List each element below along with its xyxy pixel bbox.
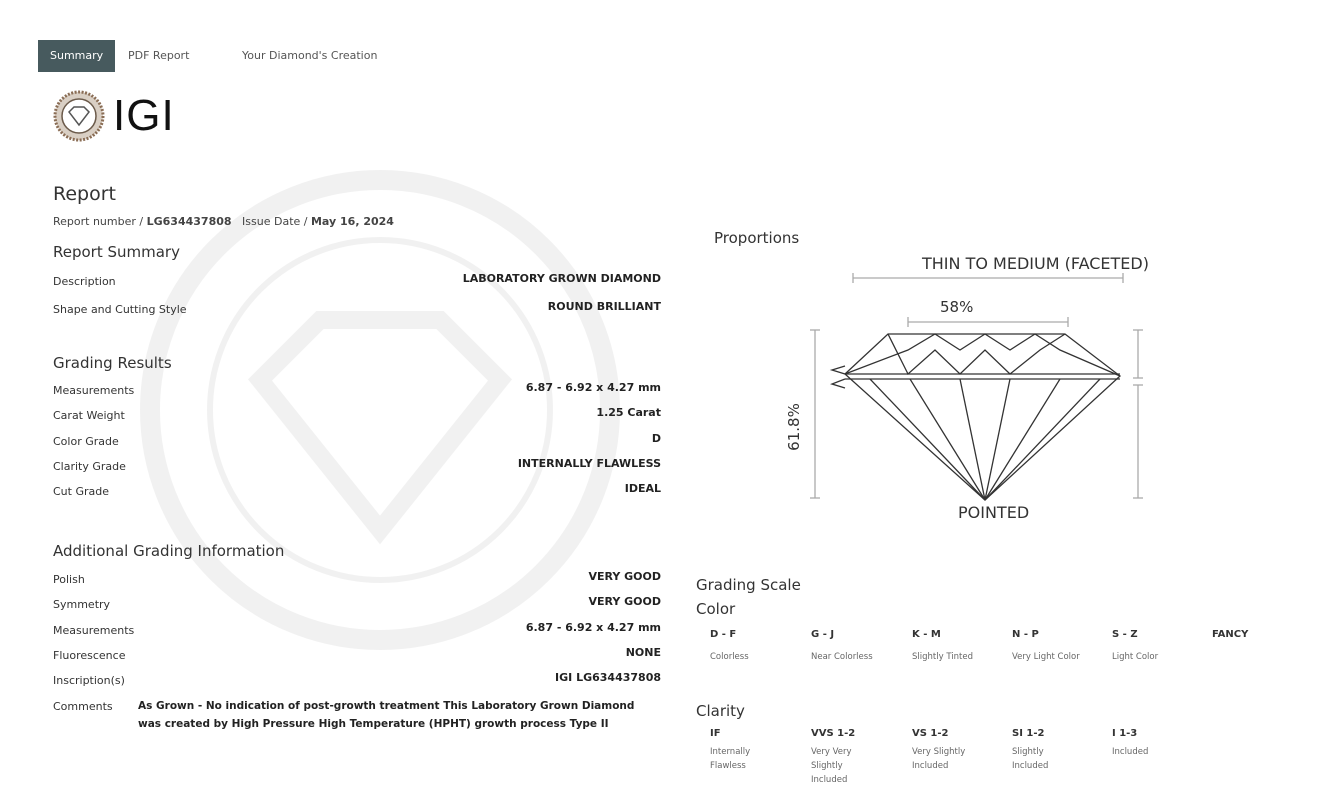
row-value: VERY GOOD: [588, 595, 661, 608]
clarity-desc: Very Slightly Included: [912, 747, 966, 771]
color-desc: Light Color: [1112, 652, 1159, 662]
color-code: G - J: [811, 629, 835, 640]
color-scale-title: Color: [696, 600, 736, 618]
row-label: Clarity Grade: [53, 460, 126, 473]
color-code: S - Z: [1112, 629, 1138, 640]
report-summary-title: Report Summary: [53, 243, 180, 261]
row-value: 1.25 Carat: [596, 406, 661, 419]
grading-results-title: Grading Results: [53, 354, 172, 372]
igi-watermark: [140, 150, 620, 670]
depth-percent: 61.8%: [784, 403, 803, 451]
row-label: Inscription(s): [53, 674, 125, 687]
row-label: Cut Grade: [53, 485, 109, 498]
color-desc: Colorless: [710, 652, 749, 662]
row-label: Measurements: [53, 384, 135, 397]
logo-text: IGI: [113, 91, 175, 140]
clarity-scale-title: Clarity: [696, 702, 745, 720]
row-label: Color Grade: [53, 435, 119, 448]
row-label: Symmetry: [53, 598, 111, 611]
row-value: NONE: [625, 646, 661, 659]
additional-info-title: Additional Grading Information: [53, 542, 285, 560]
clarity-code: IF: [710, 728, 721, 739]
clarity-desc: Included: [1112, 747, 1149, 757]
row-label: Measurements: [53, 624, 135, 637]
row-value: IGI LG634437808: [555, 671, 661, 684]
report-meta: [53, 215, 394, 228]
row-value: ROUND BRILLIANT: [547, 300, 661, 313]
row-label: Carat Weight: [53, 409, 125, 422]
girdle-label: THIN TO MEDIUM (FACETED): [922, 254, 1149, 273]
row-value: 6.87 - 6.92 x 4.27 mm: [525, 381, 661, 394]
clarity-desc: Very Very Slightly Included: [811, 747, 852, 785]
grading-scale-title: Grading Scale: [696, 576, 801, 594]
igi-seal-icon: [53, 90, 105, 142]
color-code: D - F: [710, 629, 737, 640]
clarity-code: VVS 1-2: [811, 728, 856, 739]
tab-summary[interactable]: Summary: [38, 40, 115, 72]
issue-date-label: Issue Date /: [242, 215, 308, 228]
clarity-code: SI 1-2: [1012, 728, 1045, 739]
color-desc: Slightly Tinted: [912, 652, 973, 662]
row-label: Fluorescence: [53, 649, 126, 662]
color-code: K - M: [912, 629, 941, 640]
row-value: IDEAL: [624, 482, 661, 495]
report-number: LG634437808: [146, 215, 232, 228]
report-title: Report: [53, 183, 116, 205]
culet-label: POINTED: [958, 503, 1030, 522]
clarity-code: VS 1-2: [912, 728, 949, 739]
color-desc: Near Colorless: [811, 652, 873, 662]
row-label: Polish: [53, 573, 85, 586]
row-value: 6.87 - 6.92 x 4.27 mm: [525, 621, 661, 634]
row-value: VERY GOOD: [588, 570, 661, 583]
row-label: Description: [53, 275, 116, 288]
tab-pdf-report[interactable]: PDF Report: [128, 49, 190, 62]
row-value: D: [651, 432, 661, 445]
color-code: N - P: [1012, 629, 1039, 640]
table-percent: 58%: [940, 298, 974, 316]
comments-label: Comments: [53, 700, 113, 713]
color-desc: Very Light Color: [1012, 652, 1080, 662]
color-code: FANCY: [1212, 629, 1249, 640]
clarity-desc: Internally Flawless: [710, 747, 751, 771]
proportions-title: Proportions: [714, 229, 800, 247]
issue-date: May 16, 2024: [310, 215, 394, 228]
igi-logo: [53, 90, 175, 142]
comments-value: As Grown - No indication of post-growth treatment This Laboratory Grown Diamond was created by High Pressure High Temperature (HPHT) growth process Type II: [138, 700, 635, 730]
row-value: LABORATORY GROWN DIAMOND: [462, 272, 661, 285]
row-label: Shape and Cutting Style: [53, 303, 187, 316]
report-number-label: Report number /: [53, 215, 144, 228]
tab-diamond-creation[interactable]: Your Diamond's Creation: [242, 49, 378, 62]
clarity-code: I 1-3: [1112, 728, 1138, 739]
clarity-desc: Slightly Included: [1012, 747, 1049, 771]
row-value: INTERNALLY FLAWLESS: [517, 457, 661, 470]
proportions-diagram: [780, 250, 1160, 530]
